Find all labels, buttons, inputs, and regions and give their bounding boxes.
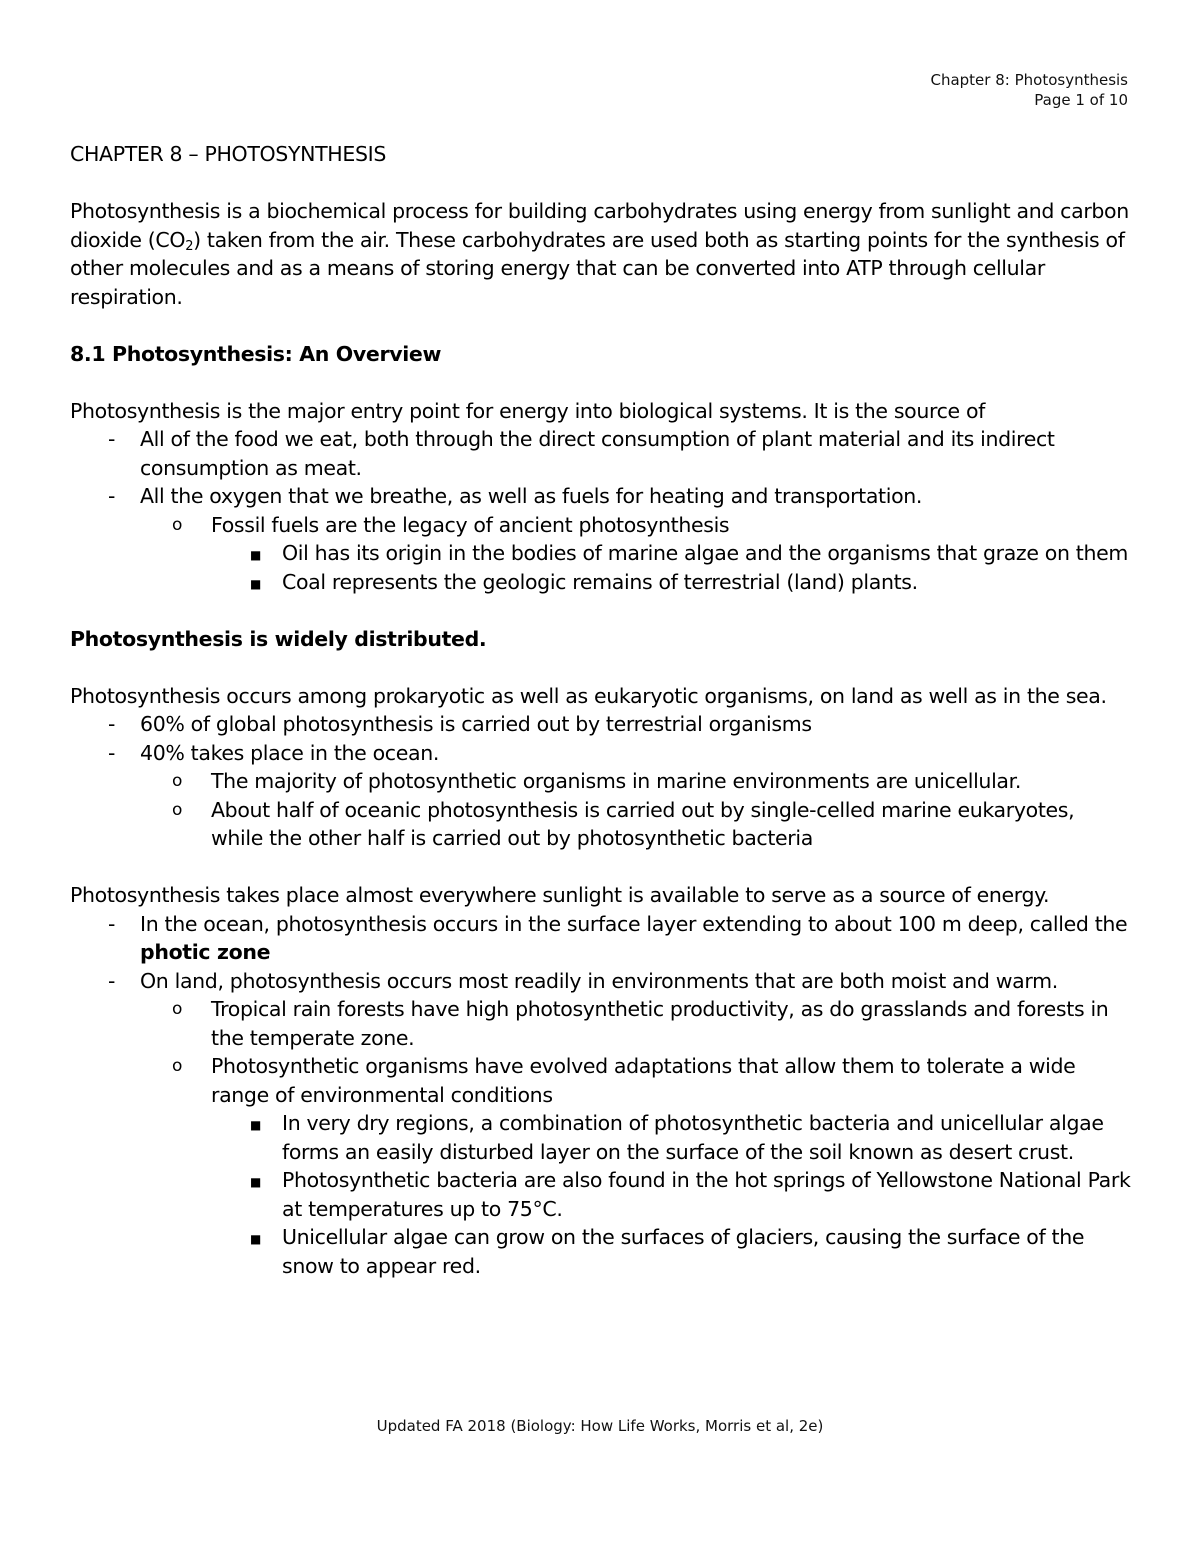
page-footer: Updated FA 2018 (Biology: How Life Works, Morris et al, 2e): [376, 1417, 824, 1435]
list-item: o Tropical rain forests have high photosynthetic productivity, as do grasslands and forests in the temperate zone.: [172, 997, 1109, 1050]
paragraph: Photosynthesis takes place almost everywhere sunlight is available to serve as a source of energy.: [70, 883, 1050, 907]
list-item: ■ Coal represents the geologic remains of terrestrial (land) plants.: [70, 568, 1132, 597]
chapter-title: CHAPTER 8 – PHOTOSYNTHESIS: [70, 142, 386, 166]
header-page-number: Page 1 of 10: [1034, 91, 1128, 109]
bullet-list: [70, 425, 1132, 596]
dash-marker: -: [108, 427, 116, 451]
circle-marker: o: [172, 771, 183, 791]
list-item: o The majority of photosynthetic organisms in marine environments are unicellular.: [70, 767, 1132, 796]
dash-marker: -: [108, 484, 116, 508]
list-item: - On land, photosynthesis occurs most readily in environments that are both moist and warm. o Tropical rain forests have high photosynthetic productivity, as do grasslands and forests in the temperate zone. o Photosynthetic organisms have evolved adaptations that allow them to tolerate a wide range of environmental conditions ■ In very dry regions, a combination of photosynthetic bacteria and unicellular algae forms an easily disturbed layer on the surface of the soil known as desert crust. ■ Photosynthetic bacteria are also found in the hot springs of Yellowstone National Park at temperatures up to 75°C. ■ Unicellular algae can grow on the surfaces of glaciers, causing the surface of the snow to appear red.: [70, 967, 1132, 1281]
sub-sub-list: [211, 539, 1132, 596]
list-item: - All of the food we eat, both through the direct consumption of plant material and its indirect consumption as meat.: [108, 427, 1055, 480]
sub-list: [140, 995, 1132, 1280]
header-chapter: Chapter 8: Photosynthesis: [930, 71, 1128, 89]
bullet-list: [70, 910, 1132, 1281]
key-term: photic zone: [140, 940, 271, 964]
list-item: - All the oxygen that we breathe, as well as fuels for heating and transportation. o Fossil fuels are the legacy of ancient photosynthesis ■ Oil has its origin in the bodies of marine algae and the organisms that graze on them ■ Coal represents the geologic remains of terrestrial (land) plants.: [70, 482, 1132, 596]
square-bullet-icon: ■: [250, 1118, 261, 1132]
intro-paragraph: Photosynthesis is a biochemical process for building carbohydrates using energy from sunlight and carbon dioxide $(CO_2)$ taken from the air. These carbohydrates are used both as starting points for the synthesis of other molecules and as a means of storing energy that can be converted into ATP through cellular respiration.: [70, 199, 1129, 309]
sub-list: [140, 767, 1132, 853]
list-item: ■ Unicellular algae can grow on the surfaces of glaciers, causing the surface of the snow to appear red.: [250, 1225, 1085, 1278]
list-item: o Photosynthetic organisms have evolved adaptations that allow them to tolerate a wide range of environmental conditions ■ In very dry regions, a combination of photosynthetic bacteria and unicellular algae forms an easily disturbed layer on the surface of the soil known as desert crust. ■ Photosynthetic bacteria are also found in the hot springs of Yellowstone National Park at temperatures up to 75°C. ■ Unicellular algae can grow on the surfaces of glaciers, causing the surface of the snow to appear red.: [70, 1052, 1132, 1280]
list-item: o Fossil fuels are the legacy of ancient photosynthesis ■ Oil has its origin in the bodies of marine algae and the organisms that graze on them ■ Coal represents the geologic remains of terrestrial (land) plants.: [70, 511, 1132, 597]
list-item: o About half of oceanic photosynthesis is carried out by single-celled marine eukaryotes, while the other half is carried out by photosynthetic bacteria: [172, 797, 1075, 850]
paragraph: Photosynthesis is the major entry point for energy into biological systems. It is the source of: [70, 398, 986, 423]
list-item: - 60% of global photosynthesis is carried out by terrestrial organisms: [70, 710, 1132, 739]
dash-marker: -: [108, 712, 116, 736]
dash-marker: -: [108, 968, 116, 993]
square-bullet-icon: ■: [250, 576, 261, 591]
circle-marker: o: [172, 799, 183, 820]
bullet-list: [70, 710, 1132, 853]
dash-marker: -: [108, 911, 116, 936]
circle-marker: o: [172, 1056, 183, 1076]
list-item: ■ Photosynthetic bacteria are also found in the hot springs of Yellowstone National Park at temperatures up to 75°C.: [250, 1168, 1131, 1221]
circle-marker: o: [172, 514, 183, 535]
paragraph: Photosynthesis occurs among prokaryotic as well as eukaryotic organisms, on land as well as in the sea.: [70, 683, 1107, 708]
dash-marker: -: [108, 740, 116, 765]
square-bullet-icon: ■: [250, 1175, 261, 1189]
list-item: - In the ocean, photosynthesis occurs in the surface layer extending to about 100 m deep, called the photic zone: [108, 911, 1128, 964]
sub-sub-list: [211, 1109, 1132, 1280]
document-body: [70, 140, 1132, 1280]
page-header: [930, 70, 1128, 110]
section-heading-overview: 8.1 Photosynthesis: An Overview: [70, 341, 442, 366]
square-bullet-icon: ■: [250, 548, 261, 562]
circle-marker: o: [172, 999, 183, 1019]
sub-list: [140, 511, 1132, 597]
list-item: - 40% takes place in the ocean. o The majority of photosynthetic organisms in marine environments are unicellular. o About half of oceanic photosynthesis is carried out by single-celled marine eukaryotes, while the other half is carried out by photosynthetic bacteria: [70, 739, 1132, 853]
section-heading-distribution: Photosynthesis is widely distributed.: [70, 626, 487, 651]
square-bullet-icon: ■: [250, 1232, 261, 1246]
list-item: ■ In very dry regions, a combination of photosynthetic bacteria and unicellular algae forms an easily disturbed layer on the surface of the soil known as desert crust.: [250, 1111, 1104, 1164]
list-item: ■ Oil has its origin in the bodies of marine algae and the organisms that graze on them: [70, 539, 1132, 568]
